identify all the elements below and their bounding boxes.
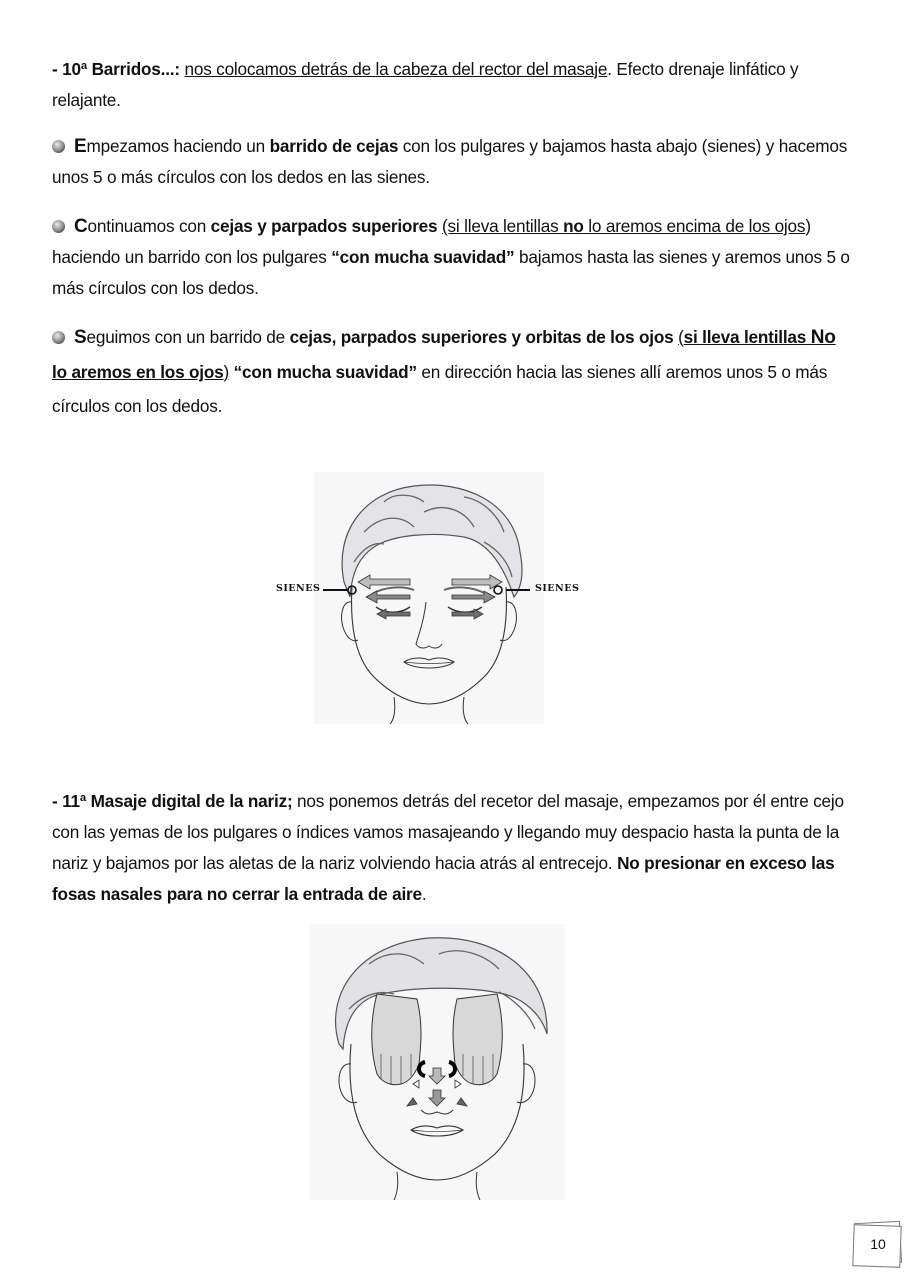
- bullet-text: en dirección hacia las sienes allí aremos unos 5 o más círculos con los dedos.: [52, 362, 828, 416]
- note-bold: si lleva lentillas: [683, 327, 811, 347]
- note-text: (si lleva lentillas: [441, 216, 564, 236]
- note-bold: lo aremos en los ojos: [52, 362, 224, 382]
- bullet-item-3: [52, 320, 852, 423]
- section-10-title: 10ª Barridos...:: [62, 59, 180, 79]
- bullet-text: con los pulgares y bajamos hasta abajo (sienes) y hacemos unos 5 o más círculos con los dedos en las sienes.: [52, 136, 848, 187]
- leader-line-right: [506, 589, 530, 591]
- note-text: ): [223, 362, 230, 382]
- face-eyebrow-sweep-illustration: [314, 472, 544, 724]
- bullet-bold-text: cejas, parpados superiores y orbitas de los ojos: [289, 327, 674, 347]
- bullet-text: mpezamos haciendo un: [86, 136, 270, 156]
- section-11-title: 11ª Masaje digital de la nariz;: [62, 791, 293, 811]
- hands-on-face-drawing-icon: [309, 924, 565, 1200]
- nose-massage-illustration: [309, 924, 565, 1200]
- drop-cap: S: [74, 327, 87, 348]
- sphere-bullet-icon: [52, 140, 65, 153]
- section-10-intro-underlined: nos colocamos detrás de la cabeza del rector del masaje: [184, 59, 608, 79]
- label-sienes-left: SIENES: [276, 583, 321, 594]
- sphere-bullet-icon: [52, 220, 65, 233]
- section-11-paragraph: [52, 786, 862, 910]
- section-11-prefix: -: [52, 791, 63, 811]
- bullet-text: eguimos con un barrido de: [86, 327, 290, 347]
- note-text: (: [678, 327, 684, 347]
- sphere-bullet-icon: [52, 331, 65, 344]
- face-drawing-icon: [314, 472, 544, 724]
- note-bold: no: [563, 216, 584, 236]
- section-11-warning: No presionar en exceso las fosas nasales para no cerrar la entrada de aire: [52, 853, 835, 904]
- bullet-text: bajamos hasta las sienes y aremos unos 5 o más círculos con los dedos.: [52, 247, 850, 298]
- bullet-bold-text: cejas y parpados superiores: [210, 216, 438, 236]
- bullet-text: ontinuamos con: [87, 216, 211, 236]
- lentillas-note: [442, 216, 805, 236]
- section-11-end: .: [421, 884, 427, 904]
- bullet-bold-text: barrido de cejas: [269, 136, 399, 156]
- bullet-item-1: [52, 131, 852, 193]
- bullet-bold-text: “con mucha suavidad”: [233, 362, 417, 382]
- note-text: lo aremos encima de los ojos: [583, 216, 806, 236]
- bullet-item-2: [52, 211, 852, 304]
- section-10-intro-rest: . Efecto drenaje linfático y relajante.: [52, 59, 799, 110]
- drop-cap: E: [74, 136, 87, 157]
- drop-cap: C: [74, 216, 88, 237]
- section-10-prefix: -: [52, 59, 63, 79]
- note-bold-large: No: [810, 327, 836, 348]
- leader-line-left: [323, 589, 348, 591]
- bullet-text: ) haciendo un barrido con los pulgares: [52, 216, 811, 267]
- section-10-heading: [52, 54, 852, 116]
- bullet-bold-text: “con mucha suavidad”: [331, 247, 515, 267]
- section-11-text: nos ponemos detrás del recetor del masaje, empezamos por él entre cejo con las yemas de los pulgares o índices vamos masajeando y llegando muy despacio hasta la punta de la nariz y bajamos por las aletas de la nariz volviendo hacia atrás al entrecejo.: [52, 791, 844, 873]
- label-sienes-right: SIENES: [535, 583, 580, 594]
- page-number: 10: [870, 1236, 886, 1252]
- page-number-badge: [852, 1222, 902, 1268]
